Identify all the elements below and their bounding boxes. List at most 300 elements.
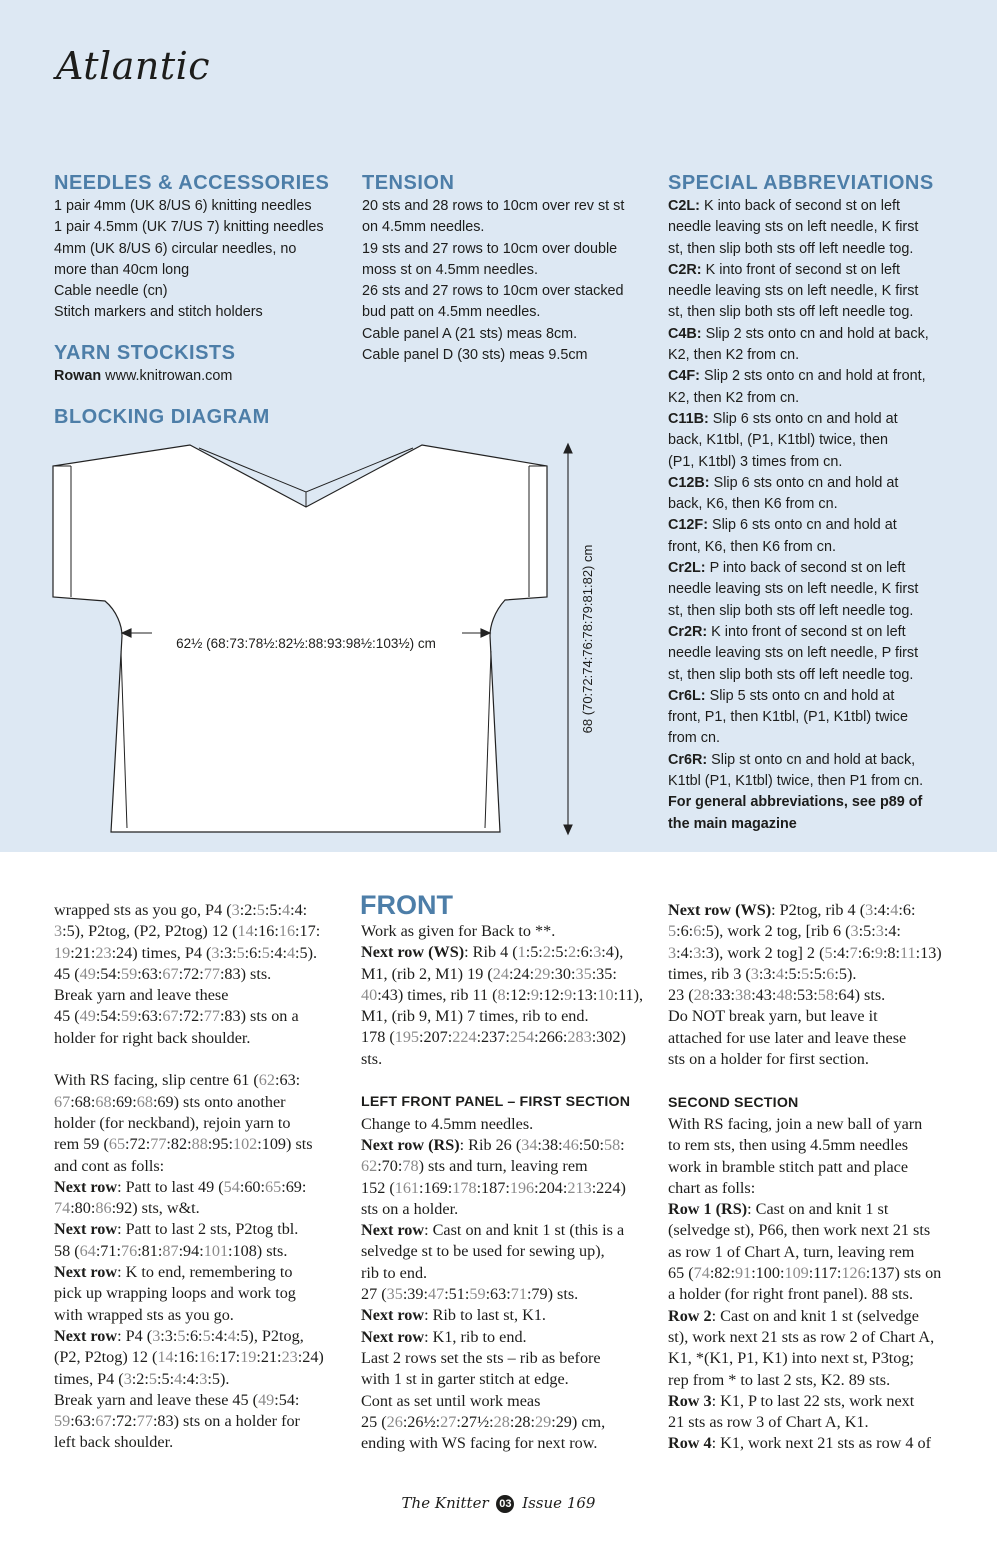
pattern-text: :4:	[676, 943, 694, 962]
pattern-line	[54, 1028, 324, 1049]
size-value: 101	[203, 1241, 229, 1260]
row-label: Row 4	[668, 1434, 712, 1453]
pattern-text: :5), P2tog, (P2, P2tog) 12 (	[62, 922, 238, 941]
size-value: 49	[79, 964, 96, 983]
pattern-text: :94:	[178, 1241, 204, 1260]
pattern-text: : Rib 26 (	[459, 1135, 522, 1154]
pattern-line	[668, 1006, 942, 1027]
pattern-text: a holder (for right front panel). 88 sts.	[668, 1285, 913, 1304]
pattern-text: :5:	[858, 922, 876, 941]
abbreviation-line	[668, 345, 929, 366]
pattern-text: :5:	[525, 943, 543, 962]
pattern-text: 23 (	[668, 986, 694, 1005]
size-value: 58	[817, 986, 834, 1005]
size-value: 224	[452, 1028, 477, 1047]
pattern-line	[54, 1369, 324, 1390]
size-value: 38	[735, 986, 752, 1005]
abbreviation-text: needle leaving sts on left needle, K first	[668, 283, 919, 300]
pattern-line	[668, 1306, 942, 1327]
size-value: 3	[152, 1326, 161, 1345]
pattern-text: : P4 (	[117, 1326, 153, 1345]
pattern-line	[54, 1390, 324, 1411]
pattern-text: :43:	[751, 986, 777, 1005]
abbreviation-line	[668, 473, 929, 494]
pattern-text: :	[620, 1135, 625, 1154]
pattern-text: 178 (	[361, 1028, 395, 1047]
abbreviation-text: needle leaving sts on left needle, P first	[668, 645, 919, 662]
pattern-text: :39:	[402, 1285, 428, 1304]
size-value: 49	[258, 1390, 275, 1409]
size-value: 2	[568, 943, 577, 962]
pattern-line	[668, 1157, 942, 1178]
pattern-text: :92) sts, w&t.	[111, 1199, 200, 1218]
pattern-line	[361, 1348, 643, 1369]
pattern-text: :28:	[509, 1412, 536, 1431]
size-value: 58	[603, 1135, 621, 1154]
size-value: 62	[258, 1071, 275, 1090]
pattern-text: :81:	[137, 1241, 163, 1260]
pattern-line	[361, 921, 643, 942]
row-label: Next row	[361, 1306, 425, 1325]
abbreviation-text: (P1, K1tbl) 3 times from cn.	[668, 453, 843, 470]
pattern-text: : Cast on and knit 1 st (this is a	[424, 1221, 625, 1240]
abbreviation-text: K2, then K2 from cn.	[668, 389, 800, 406]
size-value: 4	[174, 1369, 183, 1388]
length-label: 68 (70:72:74:76:78:79:81:82) cm	[580, 544, 595, 734]
pattern-text: :79) sts.	[526, 1285, 579, 1304]
row-label: Row 2	[668, 1306, 712, 1325]
pattern-text: :72:	[111, 1412, 137, 1431]
row-label: Next row	[54, 1263, 118, 1282]
size-value: 59	[54, 1412, 71, 1431]
abbreviation-text: back, K1tbl, (P1, K1tbl) twice, then	[668, 432, 888, 449]
pattern-line	[54, 1411, 324, 1432]
abbreviation-text: needle leaving sts on left needle, K first	[668, 219, 919, 236]
pattern-line	[54, 985, 324, 1006]
size-value: 77	[203, 1007, 220, 1026]
pattern-text: sts on a holder for first section.	[668, 1050, 869, 1069]
size-value: 71	[510, 1285, 527, 1304]
abbreviation-line	[668, 622, 929, 643]
pattern-text: 25 (	[361, 1412, 387, 1431]
pattern-text: :16:	[253, 922, 279, 941]
abbreviation-text: K into front of second st on left	[707, 623, 906, 640]
abbreviation-line	[668, 707, 929, 728]
page-number: 03	[496, 1495, 514, 1513]
pattern-text: :51:	[444, 1285, 470, 1304]
size-value: 5	[801, 964, 810, 983]
abbreviation-text: Slip st onto cn and hold at back,	[707, 751, 916, 768]
pattern-text: (selvedge st), P66, then work next 21 sts	[668, 1221, 931, 1240]
pattern-line	[668, 943, 942, 964]
abbreviation-line	[668, 196, 929, 217]
pattern-text: to rem sts, then using 4.5mm needles	[668, 1136, 909, 1155]
pattern-line	[668, 1114, 942, 1135]
pattern-text: : Cast on and knit 1 st	[747, 1200, 889, 1219]
pattern-text: :54:	[274, 1390, 300, 1409]
abbreviation-term: C2R:	[668, 261, 702, 278]
section-heading: LEFT FRONT PANEL – FIRST SECTION	[361, 1094, 631, 1111]
size-value: 283	[567, 1028, 592, 1047]
abbreviation-text: st, then slip both sts off left needle tog.	[668, 666, 914, 683]
abbreviation-term: C2L:	[668, 198, 700, 214]
pattern-line	[54, 1177, 324, 1198]
pattern-line	[361, 1091, 643, 1113]
pattern-text: with wrapped sts as you go.	[54, 1305, 234, 1324]
pattern-text: :54:	[95, 1007, 121, 1026]
pattern-text: :207:	[419, 1028, 453, 1047]
pattern-line	[668, 1028, 942, 1049]
pattern-text: :187:	[476, 1178, 510, 1197]
pattern-text: M1, (rib 2, M1) 19 (	[361, 964, 493, 983]
size-value: 11	[900, 943, 916, 962]
pattern-text: :70:	[377, 1157, 403, 1176]
pattern-line	[361, 964, 643, 985]
pattern-line	[54, 1198, 324, 1219]
pattern-text: :11),	[613, 985, 644, 1004]
text-line: 20 sts and 28 rows to 10cm over rev st st	[362, 198, 625, 214]
paragraph-gap	[361, 1070, 643, 1091]
pattern-text: :43) times, rib 11 (	[377, 985, 498, 1004]
pattern-text: :117:	[808, 1264, 842, 1283]
pattern-text: :60:	[239, 1177, 266, 1196]
abbreviation-term: For general abbreviations, see p89 of	[668, 794, 923, 811]
pattern-text: Do NOT break yarn, but leave it	[668, 1007, 878, 1026]
size-value: 59	[121, 1007, 138, 1026]
row-label: Next row	[54, 1177, 118, 1196]
section-heading: SECOND SECTION	[668, 1094, 799, 1111]
pattern-text: :29) cm,	[551, 1412, 606, 1431]
pattern-text: (P2, P2tog) 12 (	[54, 1348, 158, 1367]
size-value: 4	[281, 901, 291, 919]
size-value: 54	[223, 1177, 240, 1196]
pattern-text: :13)	[915, 943, 942, 962]
pattern-line	[668, 1135, 942, 1156]
size-value: 76	[121, 1241, 138, 1260]
row-label: Row 3	[668, 1391, 712, 1410]
size-value: 254	[509, 1028, 535, 1047]
abbreviation-line	[668, 750, 929, 771]
pattern-text: :80:	[70, 1199, 96, 1218]
size-value: 67	[162, 964, 179, 983]
issue-number: Issue 169	[522, 1494, 596, 1512]
size-value: 5	[668, 922, 677, 941]
size-value: 195	[394, 1028, 419, 1047]
size-value: 10	[597, 985, 614, 1004]
pattern-text: :6:	[676, 922, 694, 941]
abbreviations-heading: SPECIAL ABBREVIATIONS	[668, 172, 934, 194]
pattern-text: :16:	[173, 1348, 199, 1367]
pattern-text: :3), work 2 tog] 2 (	[701, 943, 825, 962]
size-value: 213	[567, 1178, 592, 1197]
yarn-stockist	[54, 366, 232, 387]
pattern-text: :95:	[207, 1135, 233, 1154]
pattern-line	[668, 1199, 942, 1220]
size-value: 7	[849, 943, 858, 962]
pattern-text: :5:	[264, 901, 282, 919]
size-value: 102	[232, 1135, 258, 1154]
magazine-name: The Knitter	[401, 1494, 489, 1512]
size-value: 78	[402, 1157, 419, 1176]
size-value: 68	[95, 1092, 112, 1111]
size-value: 3	[199, 1369, 208, 1388]
pattern-text: :72:	[125, 1135, 151, 1154]
size-value: 9	[564, 985, 573, 1004]
abbreviation-line	[668, 217, 929, 238]
pattern-text: :26½:	[402, 1412, 441, 1431]
size-value: 3	[693, 943, 702, 962]
abbreviation-term: Cr2R:	[668, 623, 708, 640]
size-value: 48	[776, 986, 793, 1005]
tension-list	[362, 196, 624, 366]
abbreviation-text: needle leaving sts on left needle, K first	[668, 581, 919, 598]
pattern-line	[54, 1241, 324, 1262]
pattern-text: :33:	[709, 986, 735, 1005]
pattern-line	[54, 1092, 324, 1113]
pattern-text: :4),	[601, 943, 624, 962]
size-value: 196	[509, 1178, 535, 1197]
abbreviation-text: K into back of second st on left	[699, 198, 900, 214]
pattern-text: :4:	[832, 943, 850, 962]
pattern-line	[668, 1327, 942, 1348]
abbreviation-text: Slip 2 sts onto cn and hold at front,	[699, 368, 926, 385]
pattern-line	[361, 1327, 643, 1348]
pattern-text: :5:	[156, 1369, 175, 1388]
pattern-text: M1, (rib 9, M1) 7 times, rib to end.	[361, 1007, 589, 1026]
pattern-text: :169:	[419, 1178, 453, 1197]
pattern-line	[54, 1134, 324, 1155]
size-value: 5	[236, 943, 245, 962]
pattern-line	[54, 900, 324, 921]
pattern-text: :83) sts on a holder for	[152, 1412, 300, 1431]
pattern-line	[54, 1070, 324, 1091]
size-value: 28	[493, 1412, 510, 1431]
pattern-line	[361, 1391, 643, 1412]
row-label: Next row	[361, 1221, 425, 1240]
pattern-text: :82:	[709, 1264, 735, 1283]
text-line: 19 sts and 27 rows to 10cm over double	[362, 240, 618, 257]
width-label: 62½ (68:73:78½:82½:88:93:98½:103½) cm	[176, 636, 436, 651]
abbreviation-text: st, then slip both sts off left needle tog.	[668, 304, 914, 321]
pattern-text: Work as given for Back to **.	[361, 922, 556, 940]
pattern-text: times, rib 3 (	[668, 964, 751, 983]
pattern-line	[54, 1262, 324, 1283]
pattern-line	[668, 1284, 942, 1305]
pattern-text: :50:	[578, 1135, 604, 1154]
pattern-text: times, P4 (	[54, 1369, 124, 1388]
abbreviation-term: C12F:	[668, 517, 708, 534]
pattern-text: 45 (	[54, 964, 80, 983]
abbreviation-text: Slip 6 sts onto cn and hold at	[708, 410, 898, 427]
pattern-line	[361, 1284, 643, 1305]
abbreviation-text: Slip 2 sts onto cn and hold at back,	[701, 325, 929, 342]
pattern-text: rep from * to last 2 sts, K2. 89 sts.	[668, 1370, 891, 1389]
size-value: 3	[865, 901, 874, 919]
pattern-line	[54, 1283, 324, 1304]
size-value: 77	[150, 1135, 167, 1154]
pattern-text: 21 sts as row 3 of Chart A, K1.	[668, 1413, 869, 1432]
pattern-text: : Rib 4 (	[464, 943, 518, 962]
size-value: 34	[521, 1135, 538, 1154]
size-value: 67	[95, 1412, 112, 1431]
pattern-text: st), work next 21 sts as row 2 of Chart A,	[668, 1327, 935, 1346]
size-value: 14	[157, 1348, 174, 1367]
pattern-column-1	[54, 900, 324, 1454]
pattern-text: :12:	[538, 985, 565, 1004]
text-line: 1 pair 4mm (UK 8/US 6) knitting needles	[54, 198, 312, 214]
pattern-text: :63:	[70, 1412, 96, 1431]
yarn-url[interactable]: www.knitrowan.com	[105, 368, 233, 384]
pattern-line	[668, 1433, 942, 1454]
pattern-text: :266:	[534, 1028, 568, 1047]
abbreviation-line	[668, 388, 929, 409]
pattern-line	[54, 1113, 324, 1134]
size-value: 26	[386, 1412, 403, 1431]
pattern-text: ending with WS facing for next row.	[361, 1434, 598, 1453]
size-value: 4	[286, 943, 296, 962]
pattern-text: rib to end.	[361, 1263, 428, 1282]
size-value: 77	[136, 1412, 153, 1431]
size-value: 9	[530, 985, 539, 1004]
pattern-text: :69:	[281, 1177, 307, 1196]
size-value: 2	[542, 943, 551, 962]
pattern-line	[361, 1156, 643, 1177]
pattern-text: :4:	[182, 1369, 200, 1388]
abbreviation-text: st, then slip both sts off left needle tog.	[668, 602, 914, 619]
pattern-line	[668, 985, 942, 1006]
pattern-text: :5).	[207, 1369, 230, 1388]
pattern-line	[361, 1241, 643, 1262]
pattern-text: :21:	[256, 1348, 282, 1367]
abbreviation-text: Slip 6 sts onto cn and hold at	[709, 474, 899, 491]
pattern-line	[668, 1220, 942, 1241]
pattern-text: :109) sts	[257, 1135, 313, 1154]
pattern-text: :72:	[178, 1007, 204, 1026]
pattern-text: :6:	[244, 943, 262, 962]
pattern-line	[54, 1305, 324, 1326]
size-value: 3	[231, 901, 240, 919]
abbreviation-term: Cr6R:	[668, 751, 708, 768]
pattern-column-3	[668, 900, 942, 1455]
abbreviation-term: C12B:	[668, 474, 710, 491]
size-value: 40	[361, 985, 378, 1004]
pattern-line	[668, 921, 942, 942]
pattern-text: ) sts and turn, leaving rem	[418, 1157, 588, 1176]
size-value: 67	[162, 1007, 179, 1026]
pattern-line	[54, 1156, 324, 1177]
abbreviation-line	[668, 324, 929, 345]
abbreviation-line	[668, 366, 929, 387]
abbreviation-line	[668, 537, 929, 558]
pattern-line	[361, 1135, 643, 1156]
pattern-text: Last 2 rows set the sts – rib as before	[361, 1348, 601, 1367]
size-value: 29	[534, 964, 551, 983]
row-label: Next row (RS)	[361, 1135, 460, 1154]
pattern-text: :8:	[882, 943, 901, 962]
pattern-text: :63:	[137, 964, 163, 983]
abbreviation-line	[668, 558, 929, 579]
size-value: 29	[535, 1412, 552, 1431]
size-value: 65	[108, 1135, 126, 1154]
pattern-line	[54, 964, 324, 985]
pattern-text: rem 59 (	[54, 1135, 109, 1154]
abbreviation-line	[668, 792, 929, 813]
abbreviation-text: back, K6, then K6 from cn.	[668, 496, 838, 513]
abbreviation-line	[668, 601, 929, 622]
size-value: 35	[386, 1285, 403, 1304]
size-value: 3	[850, 922, 859, 941]
pattern-text: with 1 st in garter stitch at edge.	[361, 1370, 569, 1389]
pattern-line	[668, 1092, 942, 1114]
pattern-line	[54, 943, 324, 964]
pattern-text: :3:	[219, 943, 237, 962]
pattern-text: attached for use later and leave these	[668, 1028, 907, 1047]
text-line: 1 pair 4.5mm (UK 7/US 7) knitting needles	[54, 219, 324, 236]
pattern-text: : K1, P to last 22 sts, work next	[711, 1391, 915, 1410]
paragraph-gap	[54, 1049, 324, 1070]
pattern-text: :4:	[290, 901, 308, 919]
size-value: 19	[240, 1348, 257, 1367]
pattern-text: :72:	[178, 964, 204, 983]
size-value: 3	[211, 943, 220, 962]
text-line: 4mm (UK 8/US 6) circular needles, no	[54, 240, 297, 257]
pattern-text: :4:	[210, 1326, 228, 1345]
pattern-text: :17:	[295, 922, 321, 941]
needles-list	[54, 196, 324, 324]
pattern-text: :5), P2tog,	[235, 1326, 304, 1345]
abbreviation-text: P into back of second st on left	[705, 560, 906, 577]
pattern-text: Break yarn and leave these	[54, 986, 229, 1005]
size-value: 59	[121, 964, 138, 983]
abbreviation-term: C4B:	[668, 325, 702, 342]
pattern-text: :5).	[834, 964, 857, 983]
pattern-text: :83) sts on a	[219, 1007, 299, 1026]
pattern-text: : Cast on and knit 1 st (selvedge	[711, 1306, 919, 1325]
pattern-text: : Rib to last st, K1.	[424, 1306, 546, 1325]
pattern-line	[54, 1219, 324, 1240]
pattern-line	[361, 1199, 643, 1220]
pattern-text: pick up wrapping loops and work tog	[54, 1284, 296, 1303]
abbreviation-line	[668, 579, 929, 600]
pattern-text: and cont as folls:	[54, 1156, 165, 1175]
pattern-text: : K1, work next 21 sts as row 4 of	[711, 1434, 932, 1453]
pattern-text: :6:	[185, 1326, 203, 1345]
abbreviation-line	[668, 409, 929, 430]
pattern-text: :5).	[295, 943, 318, 962]
abbreviation-line	[668, 665, 929, 686]
size-value: 91	[735, 1264, 752, 1283]
pattern-text: :68:	[70, 1092, 96, 1111]
row-label: Next row (WS)	[668, 901, 772, 919]
pattern-line	[668, 1412, 942, 1433]
abbreviation-text: front, K6, then K6 from cn.	[668, 538, 836, 555]
pattern-text: 45 (	[54, 1007, 80, 1026]
size-value: 47	[428, 1285, 445, 1304]
pattern-text: :24) times, P4 (	[111, 943, 212, 962]
size-value: 28	[693, 986, 710, 1005]
row-label: Next row (WS)	[361, 943, 465, 962]
abbreviation-line	[668, 430, 929, 451]
abbreviation-text: front, P1, then K1tbl, (P1, K1tbl) twice	[668, 709, 908, 726]
size-value: 5	[256, 901, 265, 919]
pattern-text: :137) sts on	[865, 1264, 942, 1283]
size-value: 126	[841, 1264, 866, 1283]
size-value: 35	[575, 964, 592, 983]
pattern-text: selvedge st to be used for sewing up),	[361, 1242, 605, 1261]
abbreviation-text: K1tbl (P1, K1tbl) twice, then P1 from cn.	[668, 773, 924, 790]
abbreviation-text: K2, then K2 from cn.	[668, 347, 800, 364]
pattern-text: :27½:	[456, 1412, 494, 1431]
